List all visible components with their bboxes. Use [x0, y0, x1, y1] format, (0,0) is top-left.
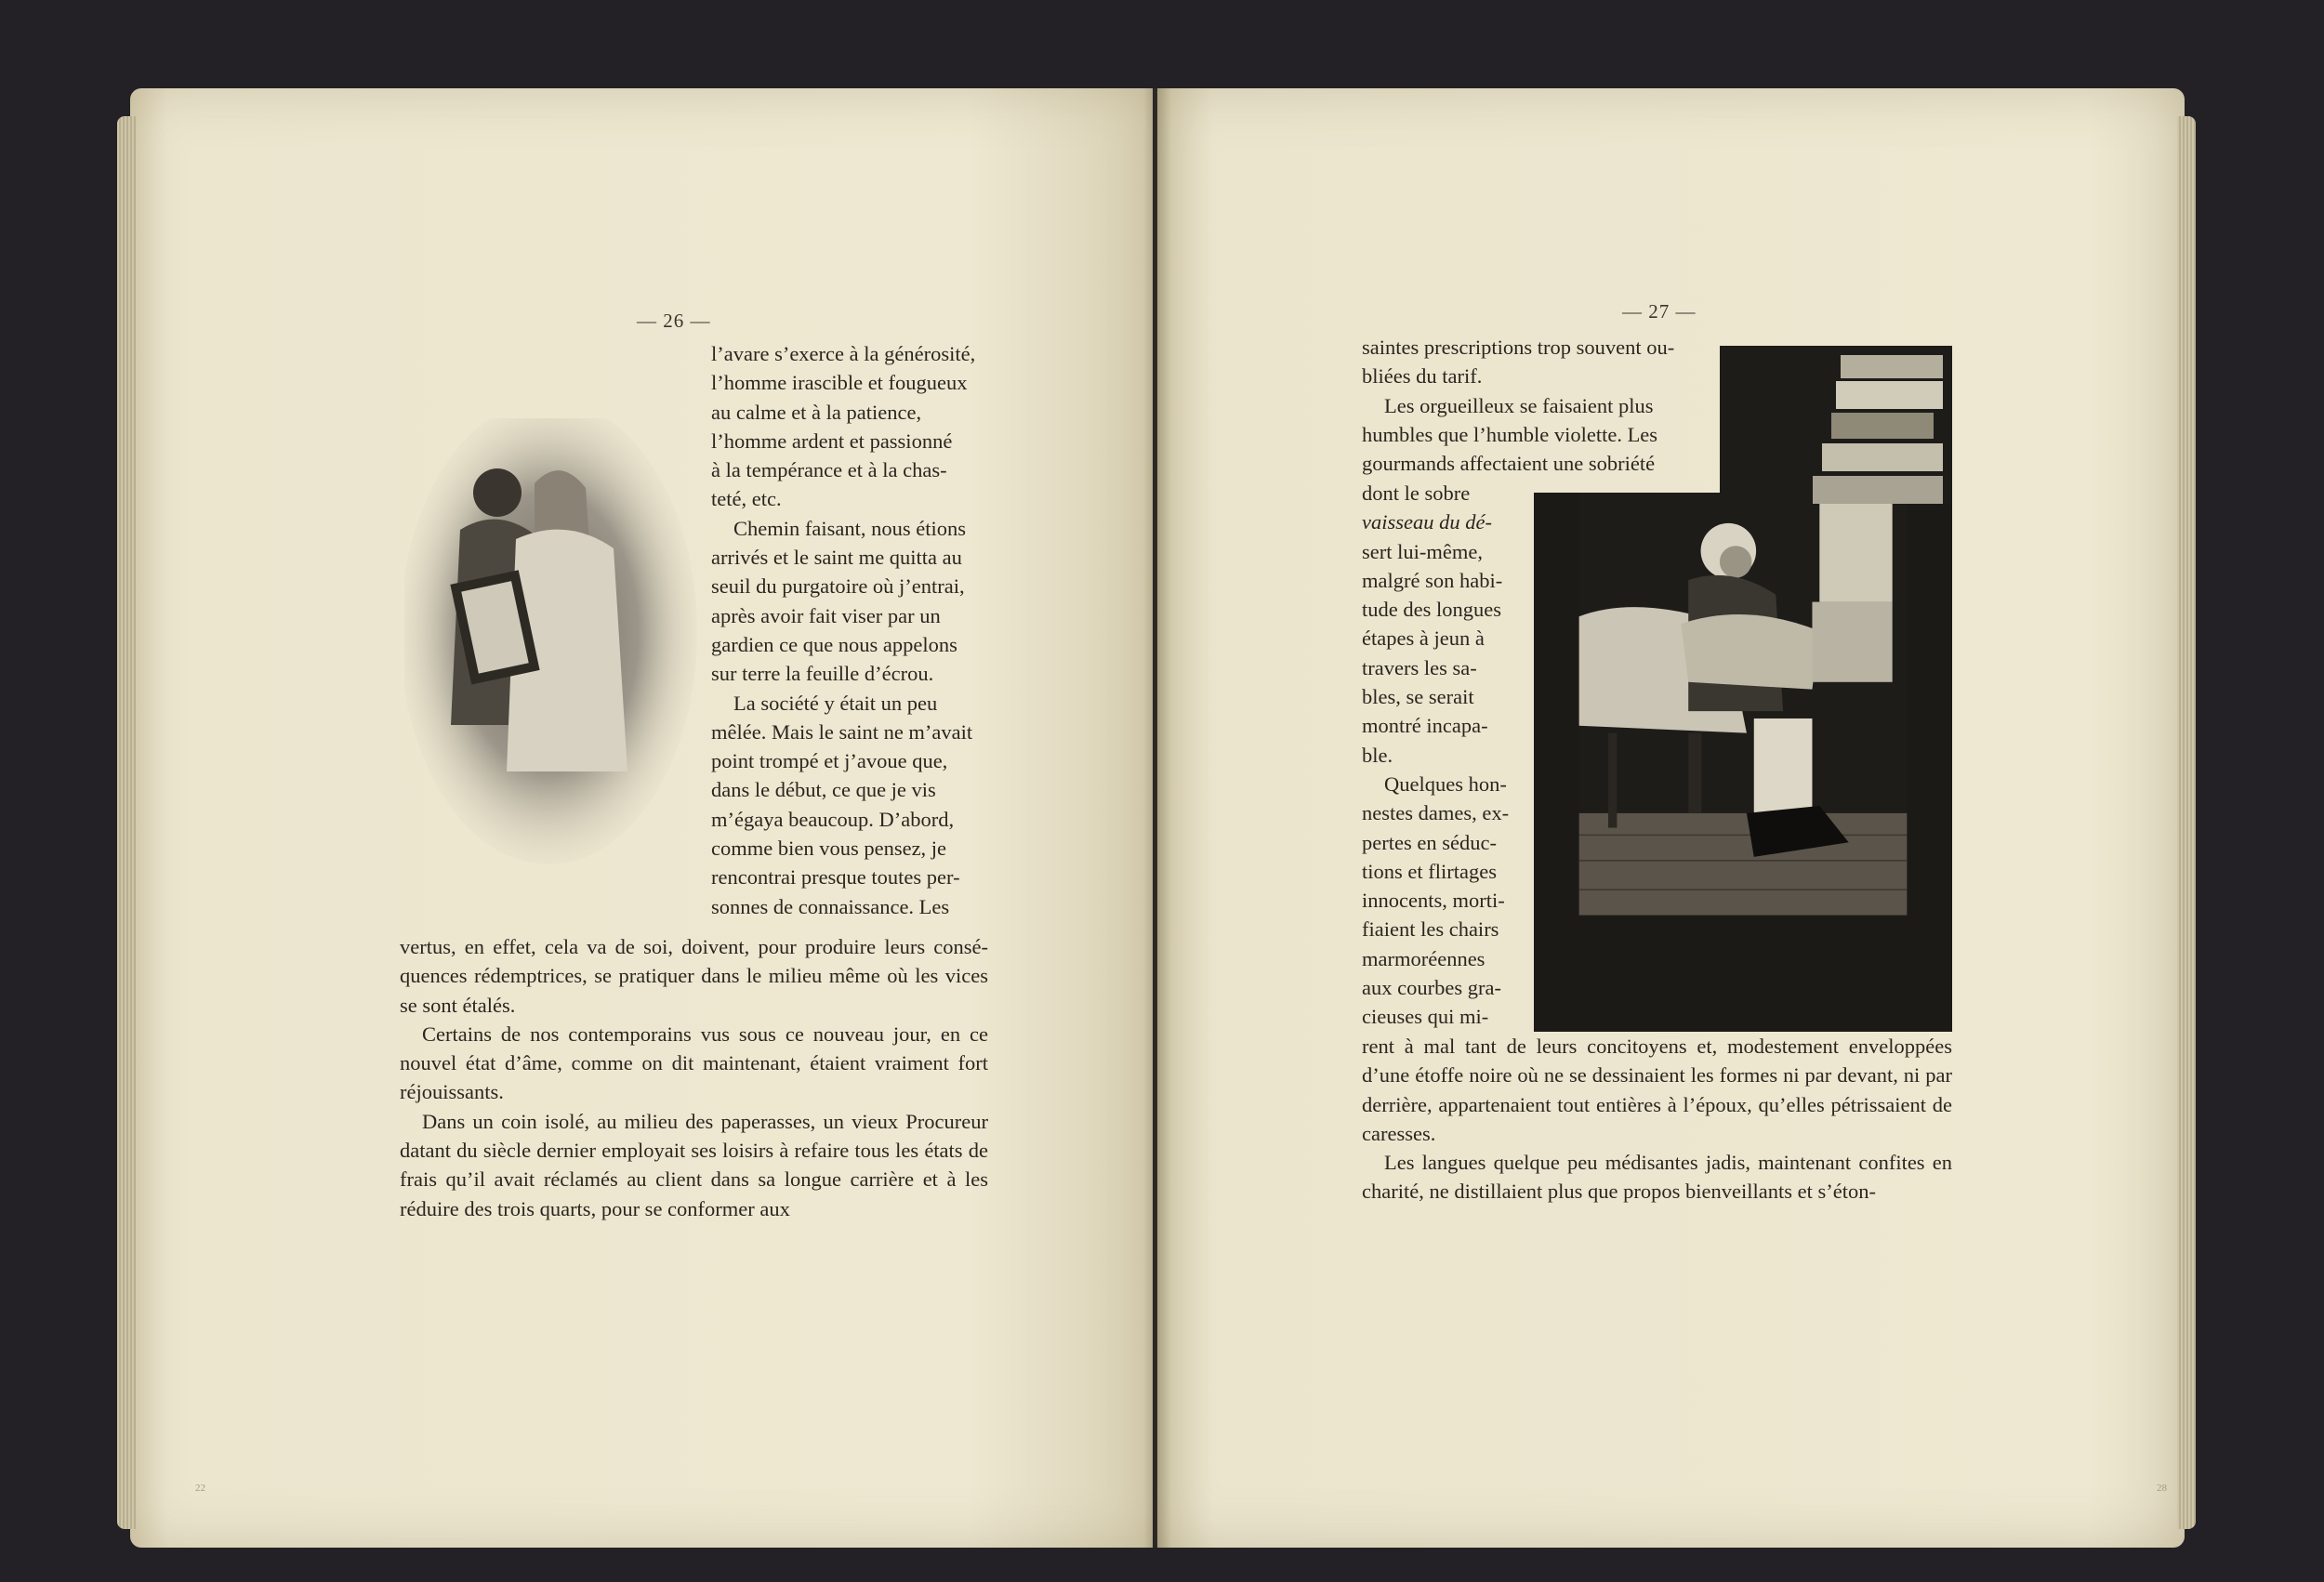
page-number-right: — 27 — — [1622, 300, 1697, 323]
text-line: après avoir fait viser par un — [711, 603, 941, 627]
text-line: tions et flirtages — [1362, 859, 1497, 883]
text-line: travers les sa- — [1362, 655, 1477, 679]
text-line: l’avare s’exerce à la générosité, — [711, 342, 976, 365]
text-line: ble. — [1362, 743, 1393, 767]
text-line: Les orgueilleux se faisaient plus — [1384, 393, 1654, 417]
text-line: étapes à jeun à — [1362, 626, 1485, 651]
text-line: m’égaya beaucoup. D’abord, — [711, 807, 955, 831]
paragraph: Certains de nos contemporains vus sous ce nouveau jour, en ce nouvel état d’âme, comme on dit maintenant, étaient vraiment fort réjouissants. — [400, 1022, 988, 1104]
text-line: mêlée. Mais le saint ne m’avait — [711, 719, 973, 744]
text-line: sert lui-même, — [1362, 539, 1483, 563]
book-gutter — [1143, 88, 1171, 1548]
text-line: bliées du tarif. — [1362, 364, 1483, 389]
text-line: Quelques hon- — [1384, 771, 1507, 796]
paragraph: Les langues quelque peu médisantes jadis, maintenant confites en charité, ne distillaient plus que propos bienveillants et s’éton- — [1362, 1151, 1952, 1204]
page-edges-left — [117, 116, 136, 1529]
text-line: saintes prescriptions trop souvent ou- — [1362, 336, 1675, 359]
text-line: dont le sobre — [1362, 481, 1471, 505]
text-line: point trompé et j’avoue que, — [711, 749, 948, 773]
paragraph: vertus, en effet, cela va de soi, doivent, pour produire leurs conséquences rédemptrices, se pratiquer dans le milieu même où les vices se sont étalés. — [400, 935, 988, 1017]
text-line: gardien ce que nous appelons — [711, 632, 957, 656]
page-edges-right — [2177, 116, 2196, 1529]
text-line: bles, se serait — [1362, 685, 1474, 709]
text-line: sur terre la feuille d’écrou. — [711, 662, 934, 686]
text-line: malgré son habi- — [1362, 568, 1503, 592]
text-line: dans le début, ce que je vis — [711, 778, 936, 802]
paragraph: rent à mal tant de leurs concitoyens et, modestement enveloppées d’une étoffe noire où ne se dessinaient les formes ni par devant, ni par derrière, appartenaient tout entières à l’époux, qu’elles pétrissaient de caresses. — [1362, 1035, 1952, 1145]
text-line: seuil du purgatoire où j’entrai, — [711, 574, 965, 599]
text-line: vaisseau du dé- — [1362, 510, 1492, 534]
text-line: gourmands affectaient une sobriété — [1362, 452, 1656, 476]
text-line: montré incapa- — [1362, 714, 1488, 738]
right-full-column — [1362, 1032, 1952, 1206]
paragraph: Dans un coin isolé, au milieu des paperasses, un vieux Procureur datant du siècle dernier employait ses loisirs à refaire tous les états de frais qu’il avait réclamés au client dans sa longue carrière et à les réduire des trois quarts, pour se conformer aux — [400, 1109, 988, 1220]
text-line: comme bien vous pensez, je — [711, 837, 947, 861]
text-line: fiaient les chairs — [1362, 917, 1499, 942]
text-line: tude des longues — [1362, 598, 1501, 622]
text-line: l’homme ardent et passionné — [711, 428, 953, 453]
text-line: sonnes de connaissance. Les — [711, 894, 950, 918]
text-line: pertes en séduc- — [1362, 830, 1497, 854]
text-line: rencontrai presque toutes per- — [711, 865, 960, 890]
text-line: nestes dames, ex- — [1362, 801, 1510, 825]
left-corner-mark: 22 — [195, 1483, 205, 1494]
text-line: humbles que l’humble violette. Les — [1362, 422, 1658, 446]
text-line: à la tempérance et à la chas- — [711, 458, 947, 482]
vignette-illustration — [404, 418, 697, 864]
page-number-left: — 26 — — [637, 310, 711, 332]
text-line: La société y était un peu — [733, 691, 938, 715]
text-line: marmoréennes — [1362, 946, 1486, 970]
text-line: au calme et à la patience, — [711, 400, 922, 424]
text-line: innocents, morti- — [1362, 889, 1505, 913]
text-line: arrivés et le saint me quitta au — [711, 546, 962, 570]
right-top-column — [1362, 333, 1717, 478]
right-narrow-column — [1362, 479, 1515, 1032]
photograph-paper-stacks — [1720, 346, 1952, 504]
left-narrow-column — [711, 339, 988, 921]
text-line: cieuses qui mi- — [1362, 1005, 1489, 1029]
text-line: Chemin faisant, nous étions — [733, 516, 966, 540]
text-line: l’homme irascible et fougueux — [711, 371, 968, 395]
left-full-column — [400, 932, 988, 1223]
right-corner-mark: 28 — [2157, 1483, 2167, 1494]
text-line: teté, etc. — [711, 487, 782, 511]
photograph-old-man-with-papers — [1534, 493, 1952, 1032]
text-line: aux courbes gra- — [1362, 976, 1501, 1000]
